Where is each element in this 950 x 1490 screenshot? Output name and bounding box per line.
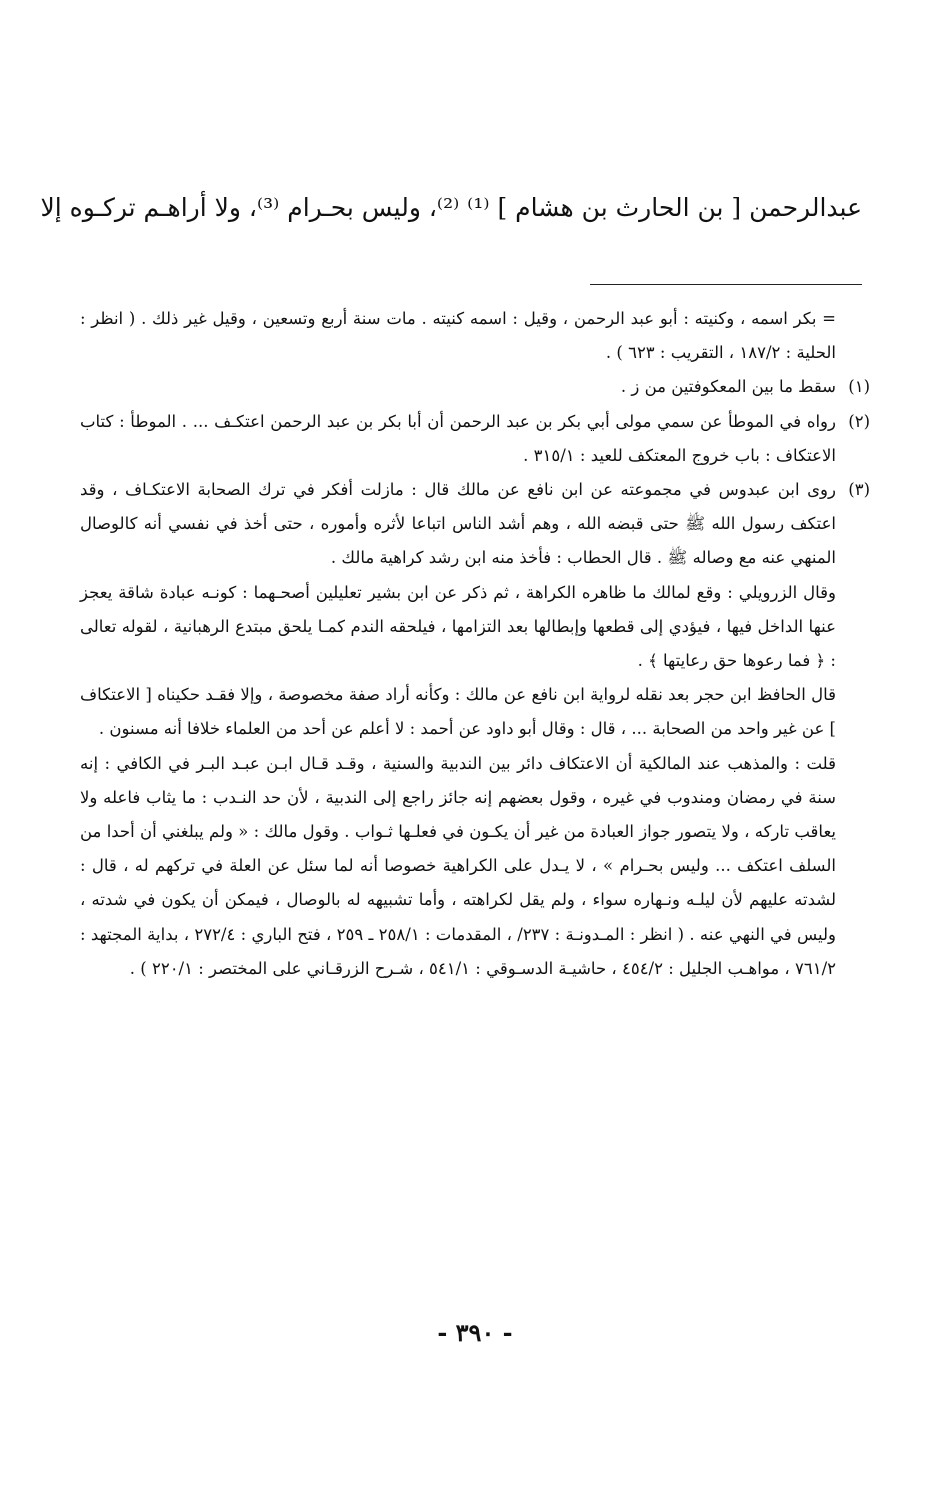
footnote-3-text: روى ابن عبدوس في مجموعته عن ابن نافع عن مالك قال : مازلت أفكر في ترك الصحابة الاعتكـاف ، وقد اعتكف رسول الله ﷺ حتى قبضه الله ، وهم أشد الناس اتباعا لأثره وأموره ، حتى أخذ في نفسي أنه كالوصال المنهي عنه مع وصاله ﷺ . قال الحطاب : فأخذ منه ابن رشد كراهية مالك . [80,480,836,568]
footnote-3 [80,473,870,576]
main-text-line: عبدالرحمن [ بن الحارث بن هشام ] ⁽¹⁾ ⁽²⁾، وليس بحـرام ⁽³⁾، ولا أراهـم تركـوه إلا [40,193,862,222]
page-number: - ٣٩٠ - [437,1318,513,1347]
footnote-2-number: (٢) [848,411,870,431]
footnote-3-paragraph-3 [80,747,870,986]
footnote-separator [590,284,862,285]
footnote-continuation [80,302,870,370]
footnote-continuation-text: = بكر اسمه ، وكنيته : أبو عبد الرحمن ، وقيل : اسمه كنيته . مات سنة أربع وتسعين ، وقيل غير ذلك . ( انظر : الحلية : ١٨٧/٢ ، التقريب : ٦٢٣ ) . [80,309,836,363]
footnote-2 [80,405,870,473]
footnote-1-text: سقط ما بين المعكوفتين من ز . [620,377,836,397]
footnote-3-paragraph-1 [80,576,870,679]
footnotes-block [80,302,870,986]
footnote-1-number: (١) [848,377,870,397]
footnote-3-number: (٣) [848,480,870,500]
footnote-paragraph: قال الحافظ ابن حجر بعد نقله لرواية ابن نافع عن مالك : وكأنه أراد صفة مخصوصة ، وإلا فقـد حكيناه [ الاعتكاف ] عن غير واحد من الصحابة ... ، قال : وقال أبو داود عن أحمد : لا أعلم عن أحد من العلماء خلافا أنه مسنون . [80,685,836,739]
footnote-paragraph: قلت : والمذهب عند المالكية أن الاعتكاف دائر بين الندبية والسنية ، وقـد قـال ابـن عبـد البـر في الكافي : إنه سنة في رمضان ومندوب في غيره ، وقول بعضهم إنه جائز راجع إلى الندبية ، لأن حد النـدب : ما يثاب فاعله ولا يعاقب تاركه ، ولا يتصور جواز العبادة من غير أن يكـون في فعلـها ثـواب . وقول مالك : « ولم يبلغني أن أحدا من السلف اعتكف ... وليس بحـرام » ، لا يـدل على الكراهية خصوصا أنه لما سئل عن العلة في تركهم له ، قال : لشدته عليهم لأن ليلـه ونـهاره سواء ، ولم يقل لكراهته ، وأما تشبيهه له بالوصال ، فيمكن أن يكون في شدته ، وليس في النهي عنه . ( انظر : المـدونـة : ٢٣٧/ ، المقدمات : ٢٥٨/١ ـ ٢٥٩ ، فتح الباري : ٢٧٢/٤ ، بداية المجتهد : ٧٦١/٢ ، مواهـب الجليل : ٤٥٤/٢ ، حاشيـة الدسـوقي : ٥٤١/١ ، شـرح الزرقـاني على المختصر : ٢٢٠/١ ) . [80,753,836,978]
footnote-paragraph: وقال الزرويلي : وقع لمالك ما ظاهره الكراهة ، ثم ذكر عن ابن بشير تعليلين أصحـهما : كونـه عبادة شاقة يعجز عنها الداخل فيها ، فيؤدي إلى قطعها وإبطالها بعد التزامها ، فيلحقه الندم كمـا يلحق مبتدع الرهبانية ، لقوله تعالى : ﴿ فما رعوها حق رعايتها ﴾ . [80,582,836,671]
footnote-2-text: رواه في الموطأ عن سمي مولى أبي بكر بن عبد الرحمن أن أبا بكر بن عبد الرحمن اعتكـف ... . الموطأ : كتاب الاعتكاف : باب خروج المعتكف للعيد : ٣١٥/١ . [80,411,836,465]
footnote-1 [80,370,870,404]
footnote-3-paragraph-2 [80,678,870,746]
